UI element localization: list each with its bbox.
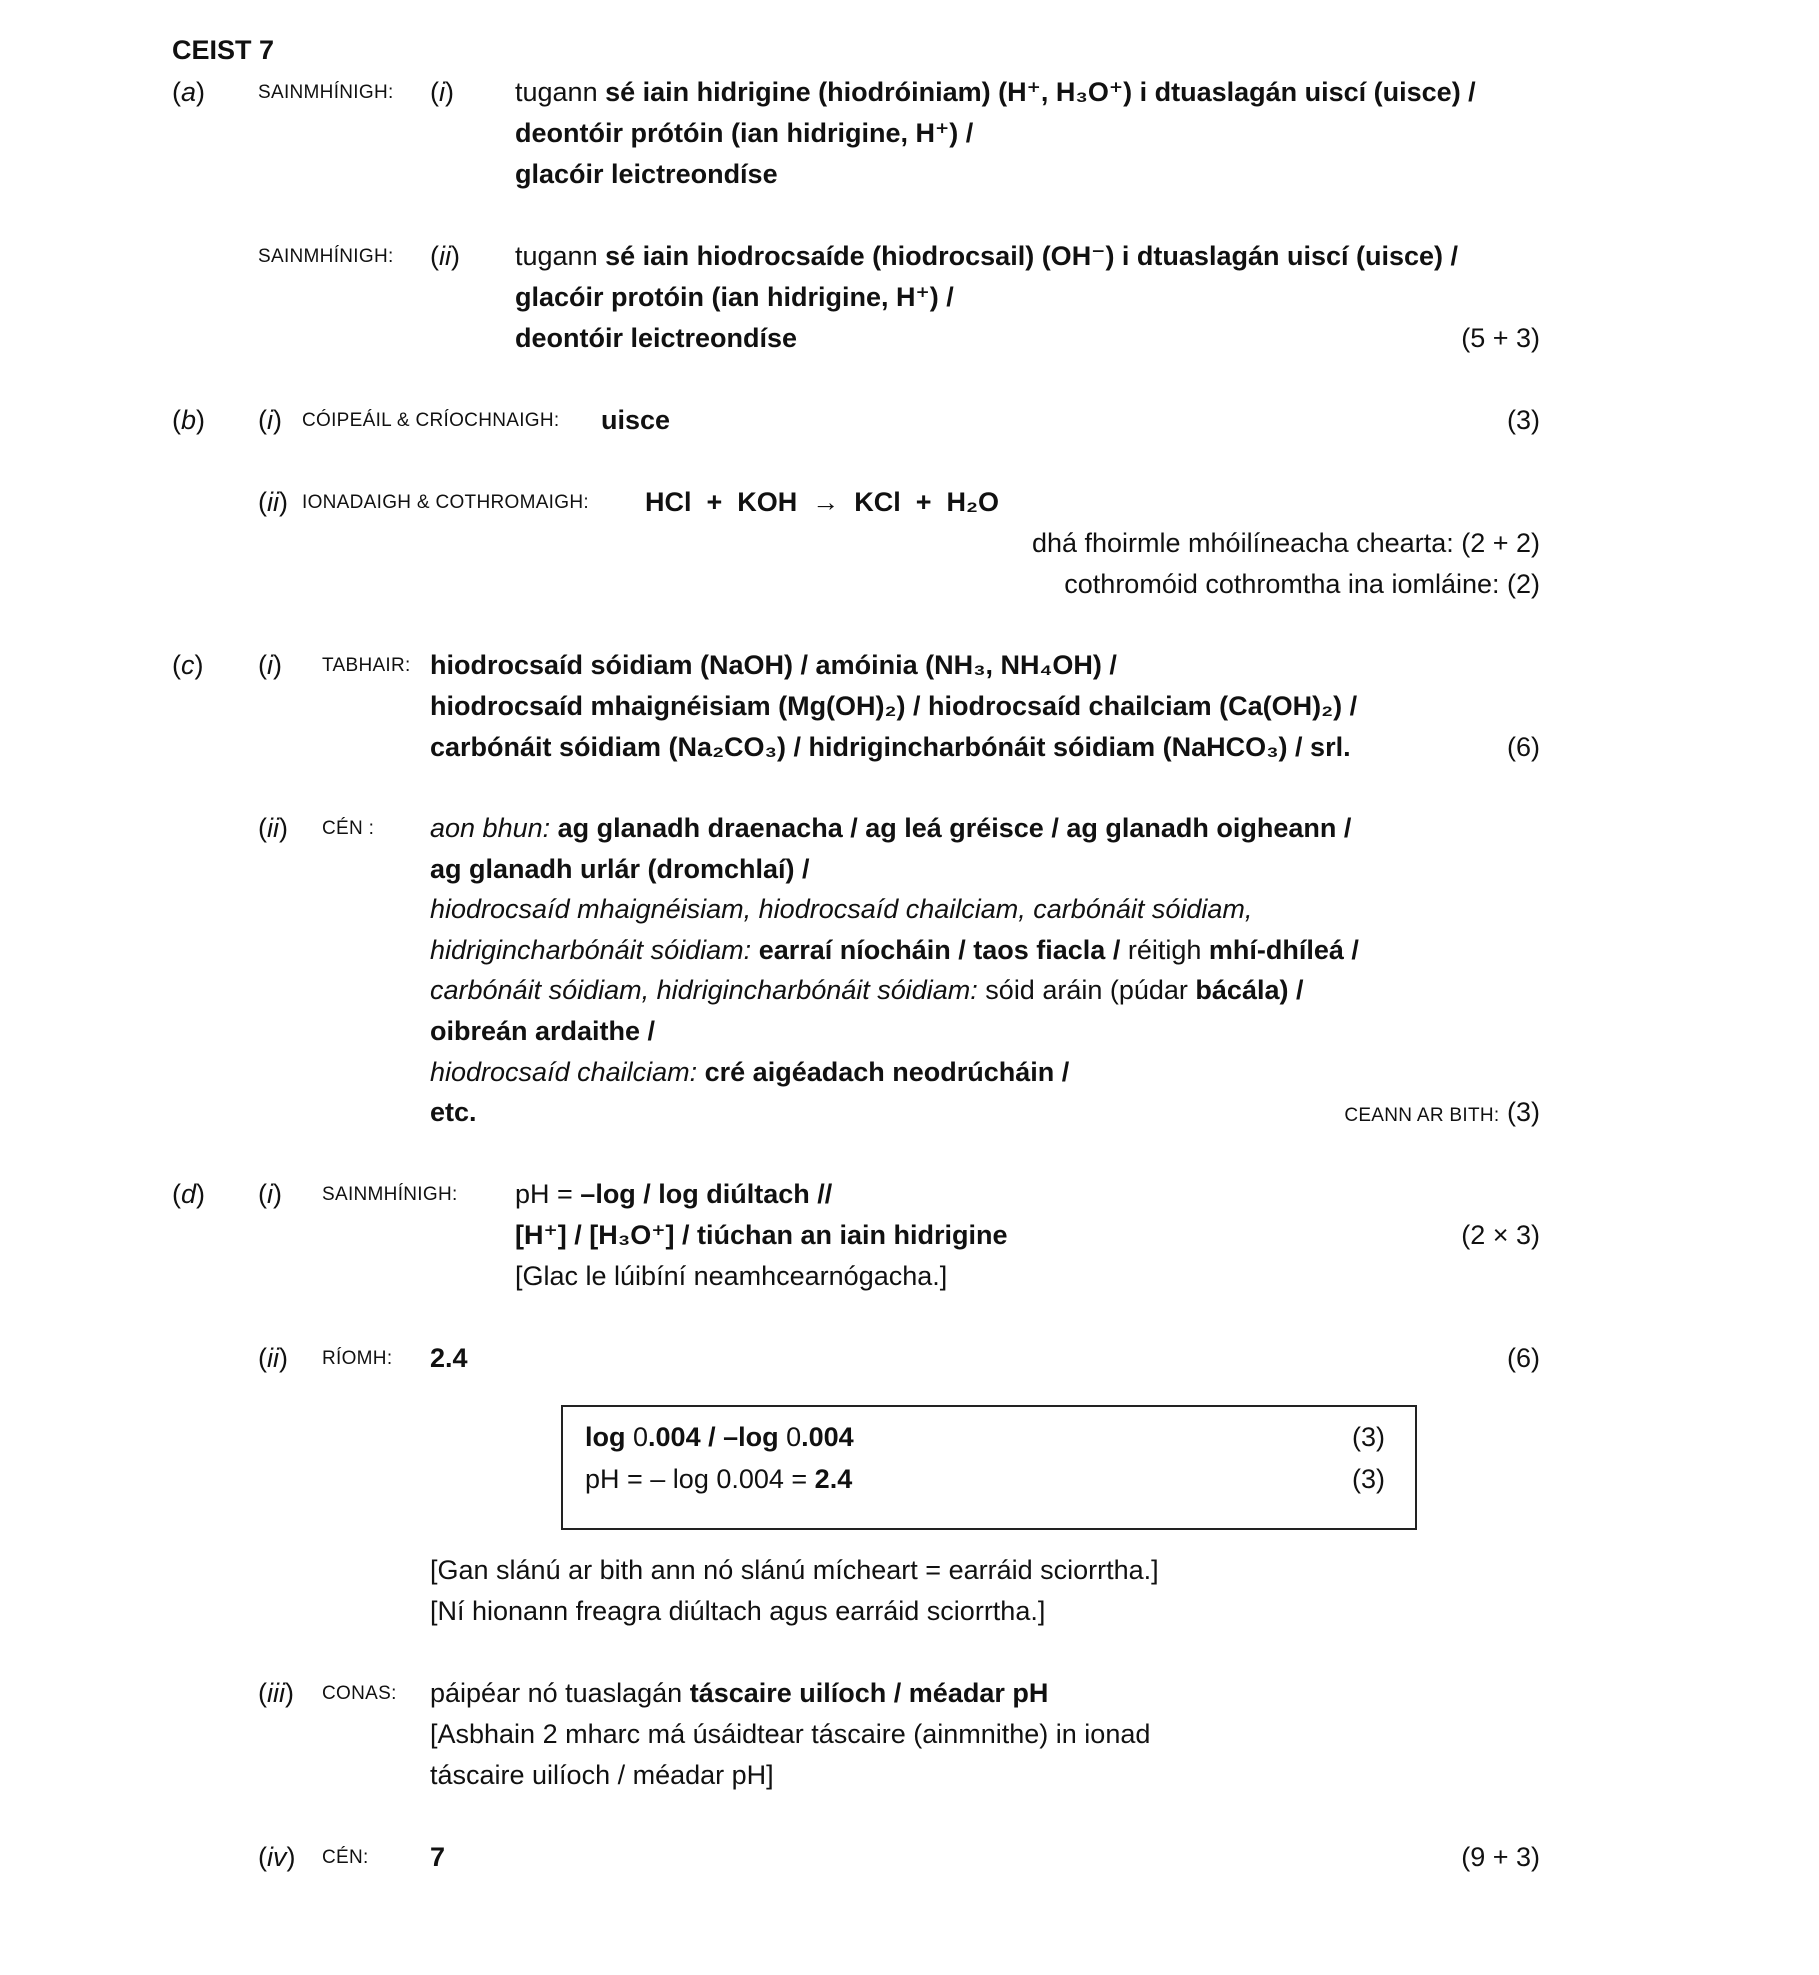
answer-line: etc. [430, 1097, 477, 1128]
calc-step: pH = – log 0.004 = 2.4 [585, 1464, 853, 1494]
calc-row [585, 1459, 1385, 1499]
answer-line: aon bhun: ag glanadh draenacha / ag leá gréisce / ag glanadh oigheann / [430, 813, 1352, 843]
marks: (3) [1352, 1422, 1385, 1452]
part-label-b: (b) [172, 405, 206, 435]
answer-line: tugann sé iain hiodrocsaíde (hiodrocsail) (OH⁻) i dtuaslagán uiscí (uisce) / [515, 241, 1459, 271]
subpart-label: (ii) [258, 487, 288, 517]
marks: (2 × 3) [1461, 1220, 1540, 1250]
marking-note: [Ní hionann freagra diúltach agus earráid sciorrtha.] [430, 1596, 1046, 1626]
marking-note: cothromóid cothromtha ina iomláine: (2) [1064, 569, 1540, 599]
marks: (6) [1507, 1343, 1540, 1373]
marking-note: [Asbhain 2 mharc má úsáidtear táscaire (ainmnithe) in ionad [430, 1719, 1151, 1749]
marking-note: [Gan slánú ar bith ann nó slánú mícheart = earráid sciorrtha.] [430, 1555, 1159, 1585]
marks: (3) [1352, 1464, 1385, 1494]
keyword-define: SAINMHÍNIGH: [258, 246, 394, 267]
answer-line: [H⁺] / [H₃O⁺] / tiúchan an iain hidrigine [515, 1220, 1008, 1250]
answer-line: deontóir prótóin (ian hidrigine, H⁺) / [515, 118, 974, 148]
subpart-label: (iv) [258, 1842, 296, 1872]
answer-line: carbónáit sóidiam (Na₂CO₃) / hidrigincharbónáit sóidiam (NaHCO₃) / srl. [430, 732, 1351, 762]
marks: CEANN AR BITH: (3) [1344, 1097, 1540, 1127]
marks: (9 + 3) [1461, 1842, 1540, 1872]
keyword-how: CONAS: [322, 1683, 397, 1704]
answer-line: hiodrocsaíd chailciam: cré aigéadach neodrúcháin / [430, 1056, 1070, 1087]
marks: (6) [1507, 732, 1540, 762]
subpart-label: (ii) [430, 241, 460, 271]
part-label-c: (c) [172, 650, 204, 680]
subpart-label: (iii) [258, 1678, 294, 1708]
answer-line: carbónáit sóidiam, hidrigincharbónáit sóidiam: sóid aráin (púdar bácála) / [430, 975, 1304, 1006]
answer-line: hiodrocsaíd mhaignéisiam (Mg(OH)₂) / hiodrocsaíd chailciam (Ca(OH)₂) / [430, 691, 1358, 721]
answer-line: páipéar nó tuaslagán táscaire uilíoch / méadar pH [430, 1678, 1049, 1708]
answer-line: hidrigincharbónáit sóidiam: earraí níocháin / taos fiacla / réitigh mhí-dhíleá / [430, 934, 1359, 965]
subpart-label: (i) [258, 1179, 282, 1209]
keyword-name: CÉN: [322, 1847, 369, 1868]
keyword-define: SAINMHÍNIGH: [258, 82, 394, 103]
keyword-give: TABHAIR: [322, 655, 411, 676]
answer-line: glacóir leictreondíse [515, 159, 778, 189]
question-heading: CEIST 7 [172, 35, 275, 65]
marking-note: dhá fhoirmle mhóilíneacha chearta: (2 + 2) [1031, 528, 1540, 558]
subpart-label: (ii) [258, 813, 288, 843]
calc-step: log 0.004 / –log 0.004 [585, 1422, 854, 1452]
part-label-a: (a) [172, 77, 206, 107]
answer-line: hiodrocsaíd mhaignéisiam, hiodrocsaíd chailciam, carbónáit sóidiam, [430, 894, 1253, 925]
keyword-name: CÉN : [322, 818, 375, 839]
marking-note: [Glac le lúibíní neamhcearnógacha.] [515, 1261, 948, 1291]
calculation-box [561, 1405, 1417, 1530]
chemical-equation: HCl + KOH → KCl + H₂O [645, 487, 1000, 517]
answer: uisce [601, 405, 671, 435]
subpart-label: (i) [430, 77, 454, 107]
marks: (3) [1507, 405, 1540, 435]
keyword-define: SAINMHÍNIGH: [322, 1184, 458, 1205]
answer-line: oibreán ardaithe / [430, 1016, 656, 1046]
keyword-copy-complete: CÓIPEÁIL & CRÍOCHNAIGH: [302, 410, 560, 431]
answer-line: glacóir protóin (ian hidrigine, H⁺) / [515, 282, 954, 312]
answer-line: tugann sé iain hidrigine (hiodróiniam) (H⁺, H₃O⁺) i dtuaslagán uiscí (uisce) / [515, 77, 1476, 107]
marks: (5 + 3) [1461, 323, 1540, 353]
subpart-label: (ii) [258, 1343, 288, 1373]
answer: 2.4 [430, 1343, 468, 1373]
answer-line: hiodrocsaíd sóidiam (NaOH) / amóinia (NH₃, NH₄OH) / [430, 650, 1117, 680]
keyword-substitute-balance: IONADAIGH & COTHROMAIGH: [302, 492, 589, 513]
keyword-calculate: RÍOMH: [322, 1348, 393, 1369]
answer-line: deontóir leictreondíse [515, 323, 798, 353]
calc-row [585, 1417, 1385, 1457]
subpart-label: (i) [258, 405, 282, 435]
answer-line: pH = –log / log diúltach // [515, 1179, 833, 1209]
subpart-label: (i) [258, 650, 282, 680]
marking-note: táscaire uilíoch / méadar pH] [430, 1760, 774, 1790]
part-label-d: (d) [172, 1179, 206, 1209]
answer: 7 [430, 1842, 446, 1872]
answer-line: ag glanadh urlár (dromchlaí) / [430, 853, 810, 884]
